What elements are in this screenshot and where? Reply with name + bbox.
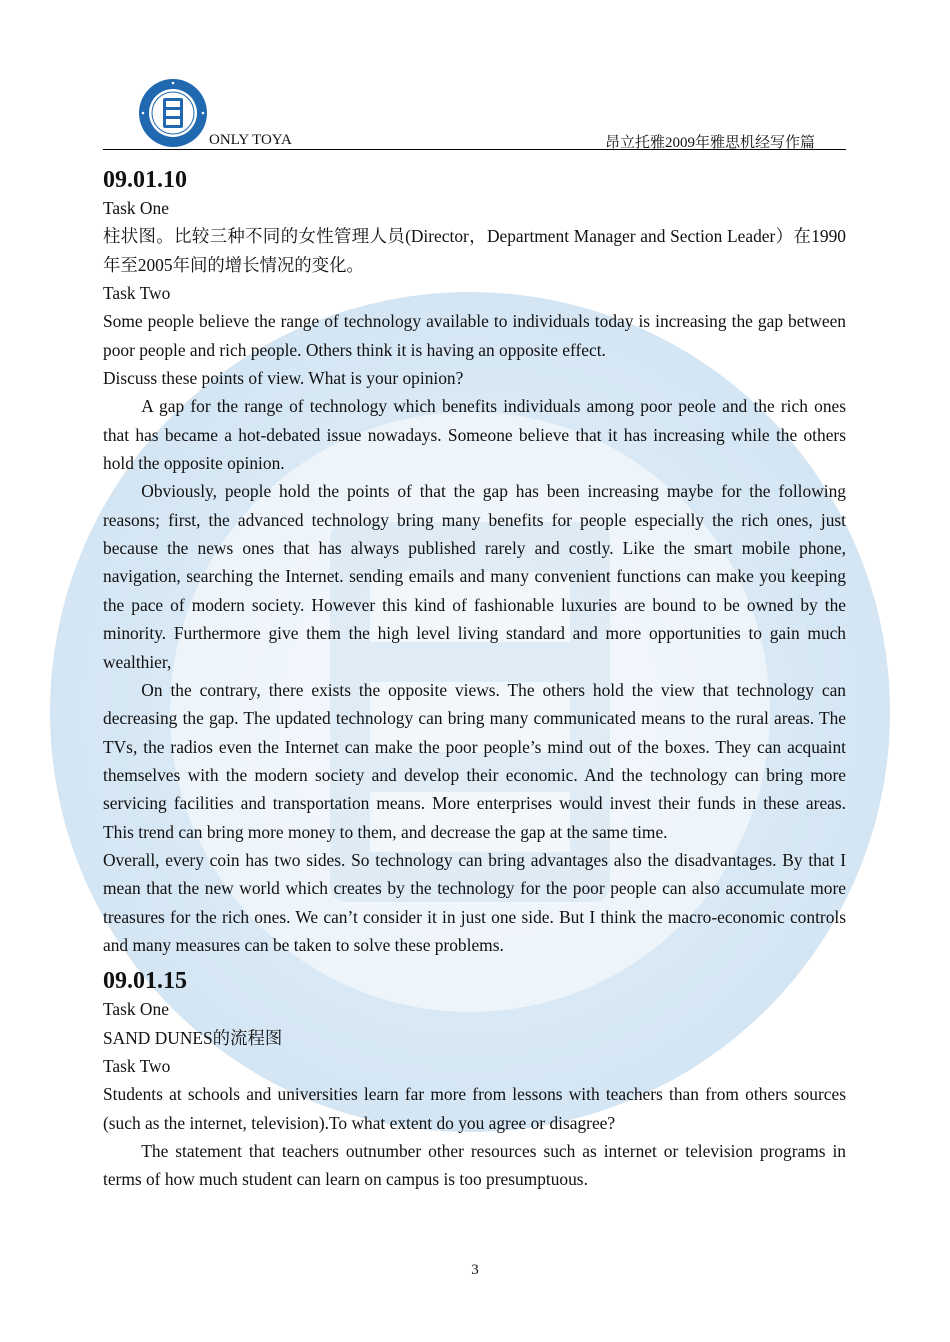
- task-one-description: SAND DUNES的流程图: [103, 1027, 283, 1048]
- header-divider: [103, 149, 846, 150]
- task-two-prompt: Some people believe the range of technology available to individuals today is increasing the gap between poor people and rich people. Others think it is having an opposite effect.: [103, 311, 846, 360]
- task-two-prompt: Students at schools and universities learn far more from lessons with teachers than from others sources (such as the internet, television).To what extent do you agree or disagree?: [103, 1084, 846, 1133]
- essay-conclusion: Overall, every coin has two sides. So technology can bring advantages also the disadvantages. By that I mean that the new world which creates by the technology for the poor people can also accumulate more treasures for the rich ones. We can’t consider it in just one side. But I think the macro-economic controls and many measures can be taken to solve these problems.: [103, 849, 846, 955]
- section-date-heading: 09.01.10: [103, 167, 187, 193]
- task-one-label: Task One: [103, 999, 169, 1020]
- page-number: 3: [471, 1262, 479, 1278]
- header-brand: ONLY TOYA: [209, 132, 292, 148]
- only-toya-logo-icon: [138, 78, 208, 148]
- essay-paragraph: Obviously, people hold the points of that the gap has been increasing maybe for the following reasons; first, the advanced technology bring many benefits for people especially the rich ones, just because the news ones that has always published rarely and costly. Like the smart mobile phone, navigation, searching the Internet. sending emails and many convenient functions can make you keeping the pace of modern society. However this kind of fashionable luxuries are bound to be owned by the minority. Furthermore give them the high level living standard and more opportunities to gain much wealthier,: [103, 481, 846, 672]
- document-body: [103, 166, 846, 1194]
- header-title: 昂立托雅2009年雅思机经写作篇: [604, 135, 815, 151]
- section-date-heading: 09.01.15: [103, 968, 187, 995]
- essay-paragraph: A gap for the range of technology which benefits individuals among poor peole and the rich ones that has became a hot-debated issue nowadays. Someone believe that it has increasing while the others hold the opposite opinion.: [103, 396, 846, 474]
- essay-paragraph: On the contrary, there exists the opposite views. The others hold the view that technology can decreasing the gap. The updated technology can bring many communicated means to the rural areas. The TVs, the radios even the Internet can make the poor people’s mind out of the boxes. They can acquaint themselves with the modern society and develop their economic. And the technology can bring more servicing facilities and transportation means. More enterprises would invest their funds in these areas. This trend can bring more money to them, and decrease the gap at the same time.: [103, 679, 846, 842]
- task-two-label: Task Two: [103, 1055, 171, 1076]
- task-two-question: Discuss these points of view. What is your opinion?: [103, 368, 464, 389]
- essay-paragraph: The statement that teachers outnumber other resources such as internet or television programs in terms of how much student can learn on campus is too presumptuous.: [103, 1141, 846, 1190]
- task-two-label: Task Two: [103, 283, 171, 304]
- task-one-label: Task One: [103, 198, 169, 218]
- task-one-description: 柱状图。比较三种不同的女性管理人员(Director，Department Manager and Section Leader）在1990年至2005年间的增长情况的变化。: [103, 226, 846, 275]
